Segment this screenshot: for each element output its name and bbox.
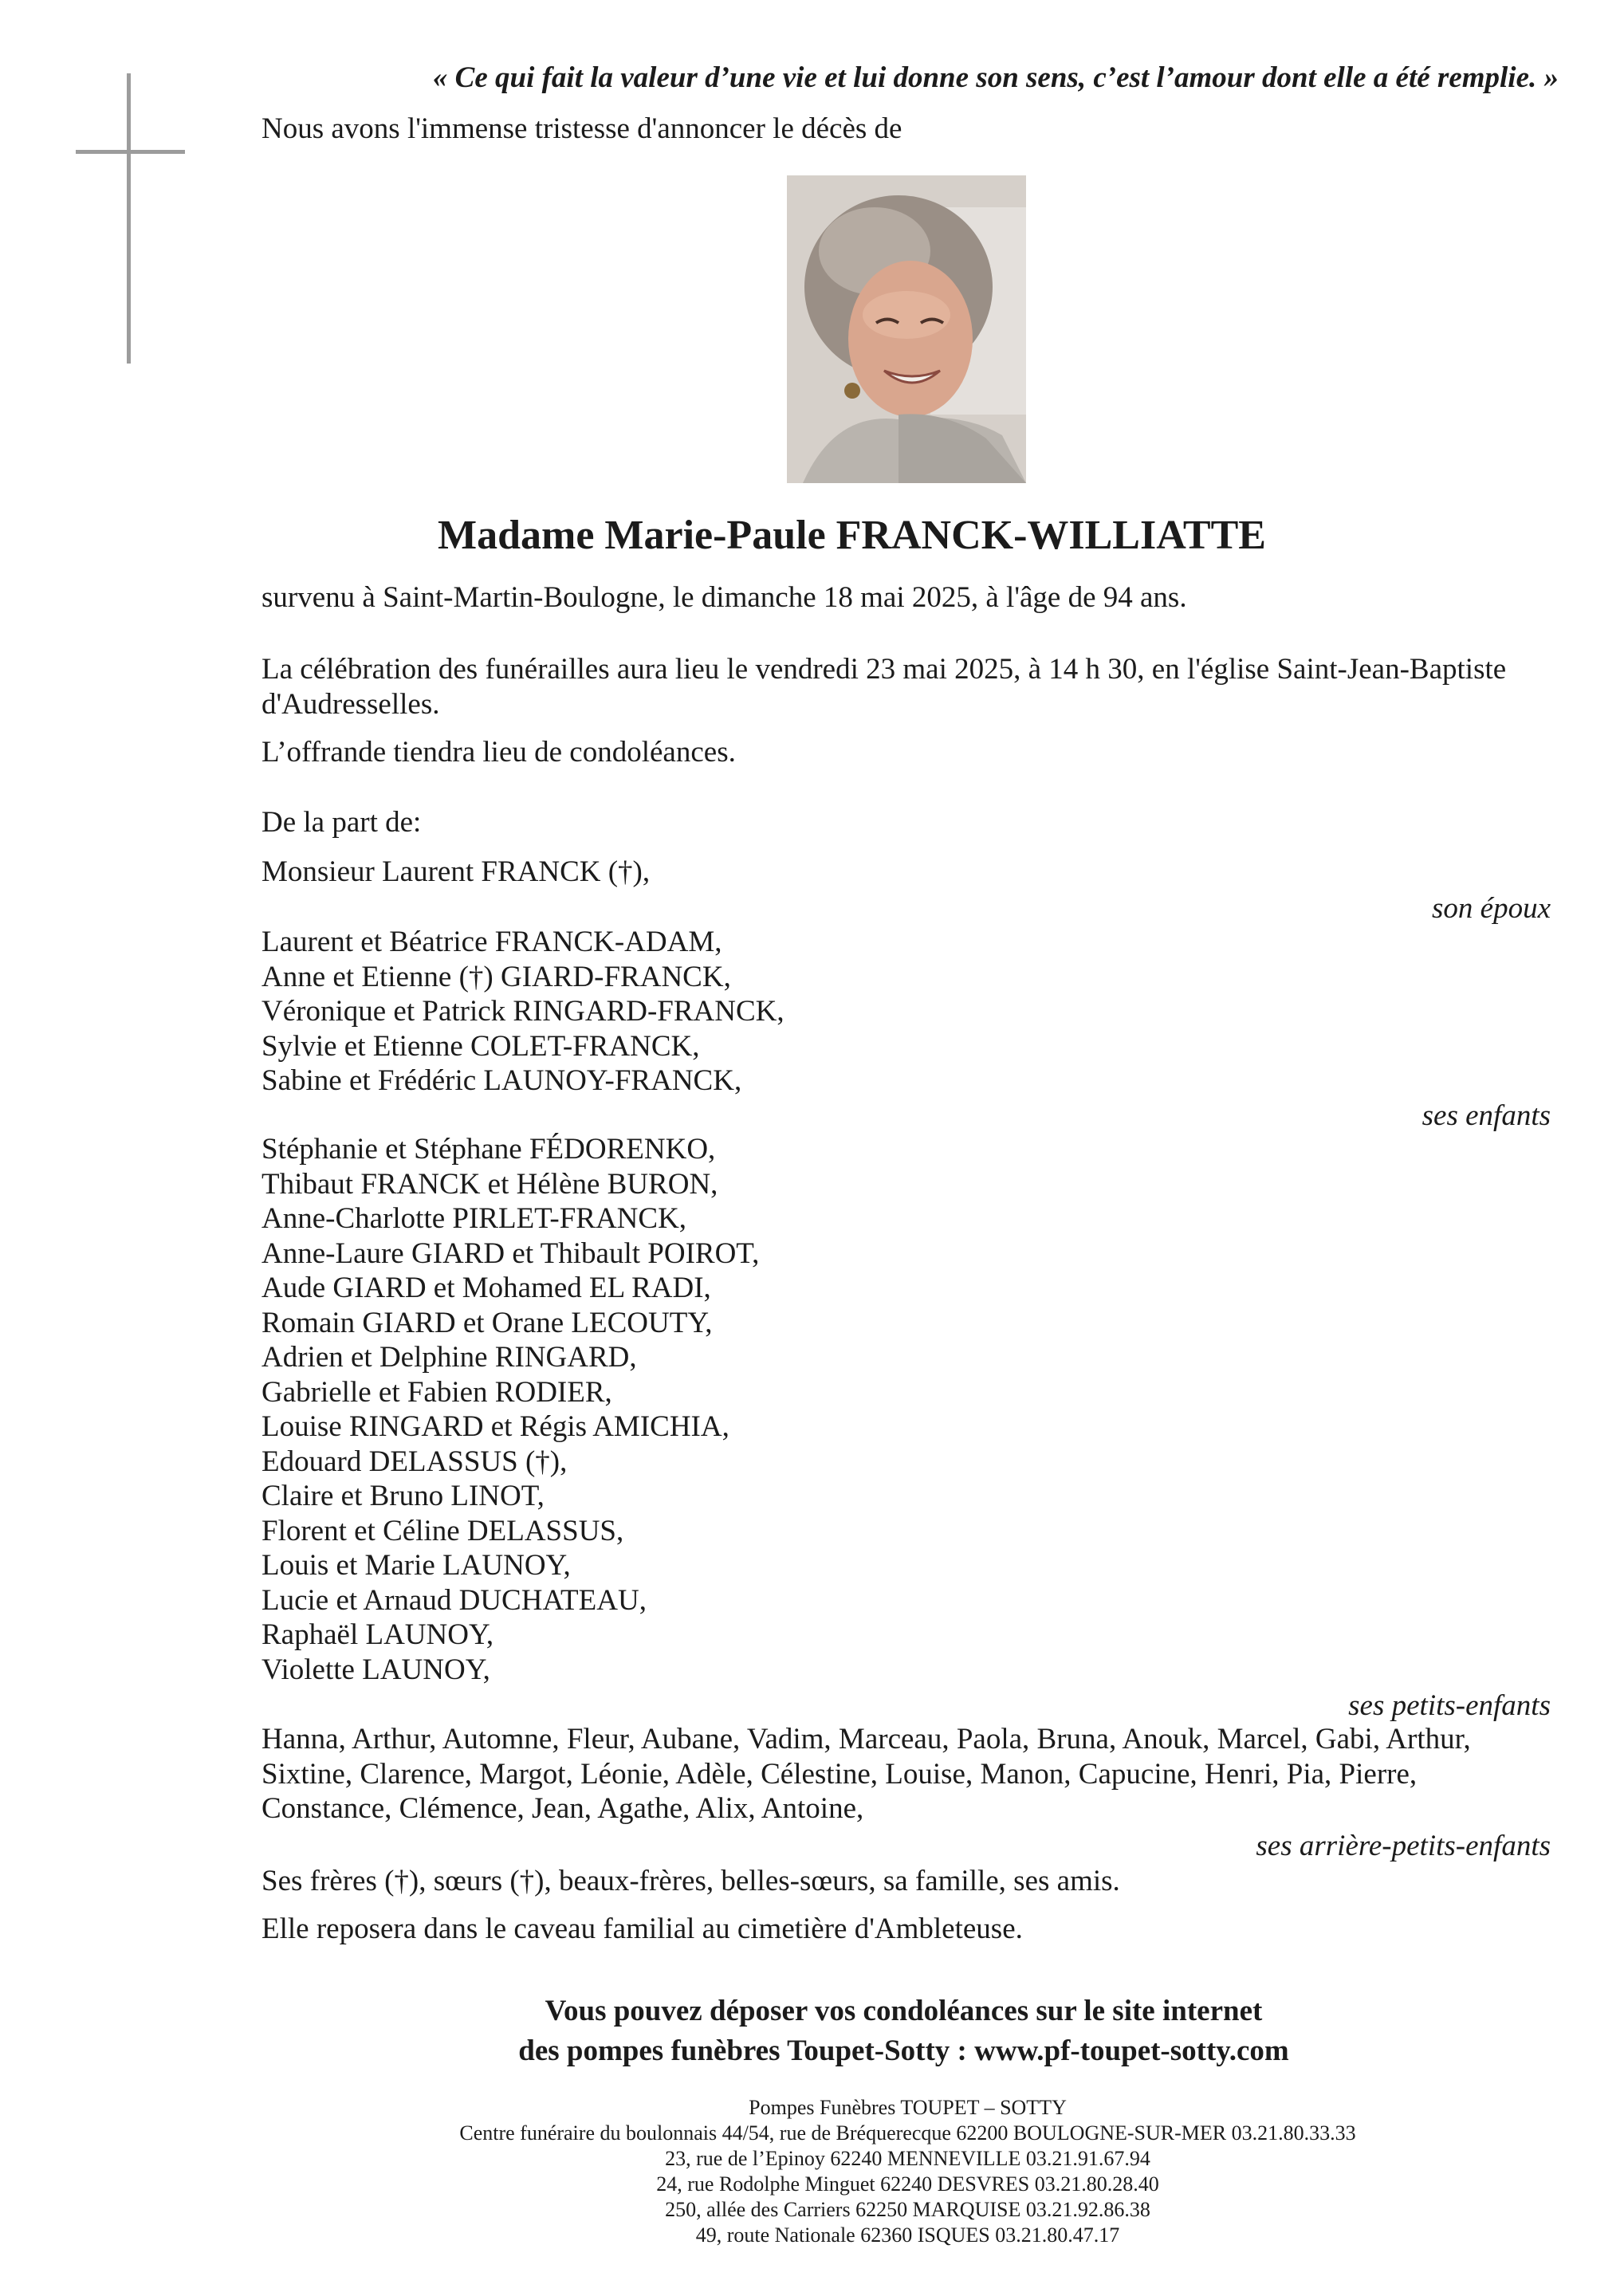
cross-icon-vertical	[127, 73, 131, 364]
grandchildren-role: ses petits-enfants	[1348, 1689, 1551, 1722]
condolence-line-1: Vous pouvez déposer vos condoléances sur le site internet	[545, 1995, 1263, 2027]
list-item: Edouard DELASSUS (†),	[261, 1445, 568, 1478]
list-item: Sylvie et Etienne COLET-FRANCK,	[261, 1029, 700, 1063]
list-item: Laurent et Béatrice FRANCK-ADAM,	[261, 926, 722, 958]
list-item: Violette LAUNOY,	[261, 1653, 490, 1686]
great-grandchildren-role: ses arrière-petits-enfants	[1256, 1830, 1551, 1862]
list-item: Louise RINGARD et Régis AMICHIA,	[261, 1410, 729, 1443]
deceased-name: Madame Marie-Paule FRANCK-WILLIATTE	[438, 513, 1266, 558]
from-label: De la part de:	[261, 806, 422, 839]
list-item: Raphaël LAUNOY,	[261, 1618, 494, 1651]
list-item: Lucie et Arnaud DUCHATEAU,	[261, 1583, 647, 1617]
spouse-role: son époux	[1432, 892, 1551, 925]
list-item: Stéphanie et Stéphane FÉDORENKO,	[261, 1133, 716, 1166]
list-item: Anne-Charlotte PIRLET-FRANCK,	[261, 1202, 687, 1235]
offering-text: L’offrande tiendra lieu de condoléances.	[261, 736, 736, 769]
portrait-illustration	[787, 175, 1026, 483]
epigraph-quote: « Ce qui fait la valeur d’une vie et lui donne son sens, c’est l’amour dont elle a été remplie. »	[432, 61, 1559, 94]
footer-line: Pompes Funèbres TOUPET – SOTTY	[749, 2096, 1067, 2119]
list-item: Louis et Marie LAUNOY,	[261, 1549, 571, 1582]
portrait-photo	[787, 175, 1026, 483]
burial-text: Elle reposera dans le caveau familial au cimetière d'Ambleteuse.	[261, 1913, 1023, 1945]
great-grandchildren-list	[261, 1722, 1471, 1826]
list-item: Aude GIARD et Mohamed EL RADI,	[261, 1272, 711, 1304]
list-item: Sabine et Frédéric LAUNOY-FRANCK,	[261, 1064, 742, 1097]
cross-icon-horizontal	[76, 150, 185, 154]
grandchildren-list	[261, 1132, 759, 1687]
footer-line: 49, route Nationale 62360 ISQUES 03.21.80.47.17	[695, 2223, 1120, 2247]
list-item: Adrien et Delphine RINGARD,	[261, 1341, 637, 1374]
footer-line: 24, rue Rodolphe Minguet 62240 DESVRES 03.21.80.28.40	[656, 2172, 1159, 2196]
list-item: Gabrielle et Fabien RODIER,	[261, 1375, 612, 1409]
ceremony-line-1: La célébration des funérailles aura lieu le vendredi 23 mai 2025, à 14 h 30, en l'église Saint-Jean-Baptiste	[261, 653, 1507, 686]
spouse-name: Monsieur Laurent FRANCK (†),	[261, 855, 651, 888]
list-item: Anne et Etienne (†) GIARD-FRANCK,	[261, 960, 731, 993]
list-item: Anne-Laure GIARD et Thibault POIROT,	[261, 1236, 760, 1270]
intro-text: Nous avons l'immense tristesse d'annoncer le décès de	[261, 112, 902, 145]
condolence-line-2: des pompes funèbres Toupet-Sotty : www.pf-toupet-sotty.com	[518, 2035, 1289, 2067]
children-list	[261, 925, 784, 1099]
footer-line: Centre funéraire du boulonnais 44/54, rue de Bréquerecque 62200 BOULOGNE-SUR-MER 03.21.80.33.33	[459, 2121, 1356, 2145]
list-item: Claire et Bruno LINOT,	[261, 1480, 545, 1512]
list-item: Véronique et Patrick RINGARD-FRANCK,	[261, 995, 784, 1028]
footer-line: 23, rue de l’Epinoy 62240 MENNEVILLE 03.21.91.67.94	[665, 2147, 1150, 2170]
ceremony-line-2: d'Audresselles.	[261, 688, 440, 721]
list-item: Thibaut FRANCK et Hélène BURON,	[261, 1167, 718, 1201]
list-item: Sixtine, Clarence, Margot, Léonie, Adèle, Célestine, Louise, Manon, Capucine, Henri, Pia, Pierre,	[261, 1757, 1418, 1791]
list-item: Romain GIARD et Orane LECOUTY,	[261, 1306, 713, 1339]
death-info: survenu à Saint-Martin-Boulogne, le dimanche 18 mai 2025, à l'âge de 94 ans.	[261, 581, 1187, 614]
children-role: ses enfants	[1421, 1099, 1551, 1132]
list-item: Hanna, Arthur, Automne, Fleur, Aubane, Vadim, Marceau, Paola, Bruna, Anouk, Marcel, Gabi, Arthur,	[261, 1723, 1471, 1755]
funeral-home-footer	[0, 2095, 1624, 2248]
list-item: Constance, Clémence, Jean, Agathe, Alix, Antoine,	[261, 1792, 864, 1825]
footer-line: 250, allée des Carriers 62250 MARQUISE 03.21.92.86.38	[665, 2198, 1150, 2221]
list-item: Florent et Céline DELASSUS,	[261, 1514, 624, 1547]
siblings-text: Ses frères (†), sœurs (†), beaux-frères, belles-sœurs, sa famille, ses amis.	[261, 1865, 1120, 1897]
